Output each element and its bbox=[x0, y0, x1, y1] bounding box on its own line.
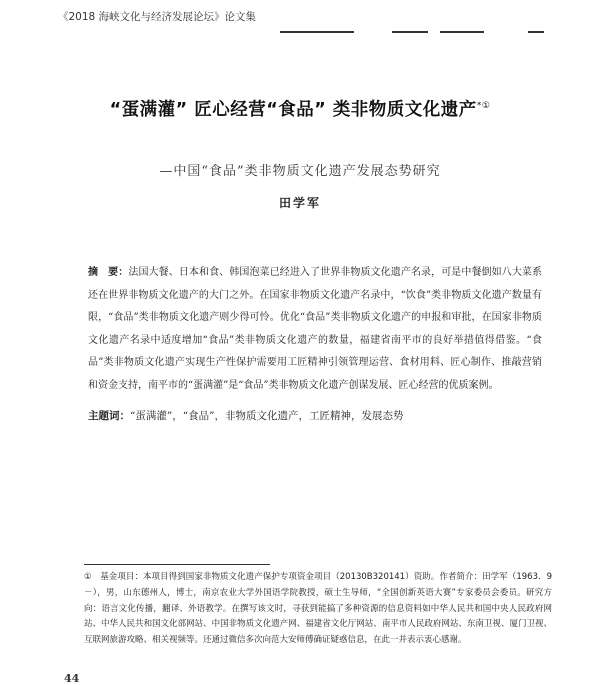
keywords-label: 主题词： bbox=[88, 410, 130, 422]
header-rule-3 bbox=[440, 31, 484, 33]
keywords bbox=[88, 408, 542, 423]
article-title bbox=[0, 96, 600, 121]
article-subtitle: —中国“食品”类非物质文化遗产发展态势研究 bbox=[159, 164, 441, 179]
footnote: ① 基金项目：本项目得到国家非物质文化遗产保护专项资金项目（20130B320141）资助。作者简介：田学军（1963．9－），男，山东德州人，博士，南京农业大学外国语学院教授，硕士生导师，“全国创新英语大赛”专家委员会委员。研究方向：语言文化传播，翻译、外语教学。在撰写该文时，寻获到能搞了多种资源的信息资料如中华人民共和国中央人民政府网站、中华人民共和国文化部网站、中国非物质文化遗产网、福建省文化厅网站、南平市人民政府网站、东南卫视、厦门卫视、互联网旅游攻略、相关视频等。还通过微信多次向范大安师傅确证疑惑信息，在此一并表示衷心感谢。 bbox=[84, 572, 552, 646]
header-rule-4 bbox=[528, 31, 544, 33]
abstract-label: 摘 要： bbox=[88, 267, 129, 278]
abstract bbox=[88, 262, 542, 397]
keywords-text: “蛋满灌”，“食品”，非物质文化遗产，工匠精神，发展态势 bbox=[130, 410, 404, 422]
header-rule-2 bbox=[392, 31, 428, 33]
header-rule-1 bbox=[280, 31, 354, 33]
footnote-rule bbox=[84, 564, 270, 565]
running-title: 《2018 海峡文化与经济发展论坛》论文集 bbox=[58, 11, 257, 23]
author-name: 田学军 bbox=[278, 196, 321, 210]
running-header bbox=[58, 9, 560, 24]
title-text: “蛋满灌” 匠心经营“食品” 类非物质文化遗产 bbox=[109, 100, 477, 120]
page-number: 44 bbox=[64, 672, 80, 685]
title-note-mark: *① bbox=[476, 101, 491, 112]
abstract-text: 法国大餐、日本和食、韩国泡菜已经进入了世界非物质文化遗产名录，可是中餐倒如八大菜系还在世界非物质文化遗产的大门之外。在国家非物质文化遗产名录中，“饮食”类非物质文化遗产数量有限，“食品”类非物质文化遗产则少得可怜。优化“食品”类非物质文化遗产的申报和审批，在国家非物质文化遗产名录中适度增加“食品”类非物质文化遗产的数量，福建省南平市的良好举措值得借鉴。“食品”类非物质文化遗产实现生产性保护需要用工匠精神引领管理运营、食材用料、匠心制作、推敲营销和资金支持，南平市的“蛋满灌”是“食品”类非物质文化遗产创谋发展、匠心经营的优质案例。 bbox=[88, 267, 543, 391]
